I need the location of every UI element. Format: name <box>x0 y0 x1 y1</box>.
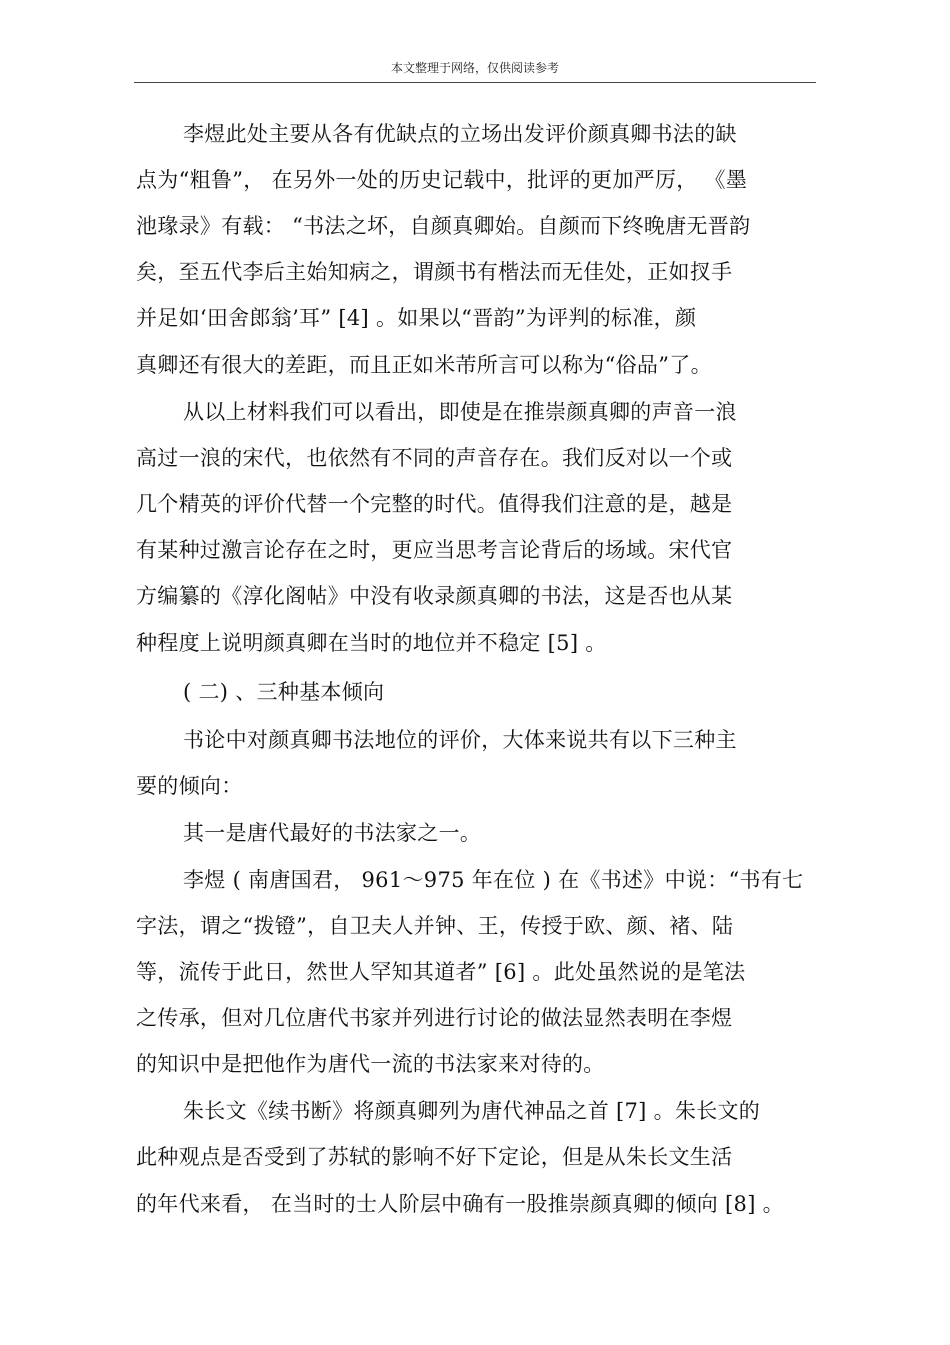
text-line: 矣，至五代李后主始知病之，谓颜书有楷法而无佳处，正如扠手 <box>136 260 733 284</box>
text-line: 字法，谓之“拨镫”，自卫夫人并钟、王，传授于欧、颜、褚、陆 <box>136 914 734 938</box>
text-line: 方编纂的《淳化阁帖》中没有收录颜真卿的书法，这是否也从某 <box>136 584 733 608</box>
text-line: 有某种过激言论存在之时，更应当思考言论背后的场域。宋代官 <box>136 538 733 562</box>
text-line: 之传承，但对几位唐代书家并列进行讨论的做法显然表明在李煜 <box>136 1006 733 1030</box>
text-line: 几个精英的评价代替一个完整的时代。值得我们注意的是，越是 <box>136 492 733 516</box>
text-line: 点为“粗鲁”， 在另外一处的历史记载中，批评的更加严厉， 《墨 <box>136 168 748 192</box>
text-line: 池瑑录》有载： “书法之坏，自颜真卿始。自颜而下终晚唐无晋韵 <box>136 214 751 238</box>
section-heading: ( 二) 、三种基本倾向 <box>183 680 385 704</box>
header-text: 本文整理于网络，仅供阅读参考 <box>390 61 559 75</box>
text-line: 要的倾向： <box>136 774 243 798</box>
text-line: 从以上材料我们可以看出，即使是在推崇颜真卿的声音一浪 <box>183 400 737 424</box>
text-line: 书论中对颜真卿书法地位的评价，大体来说共有以下三种主 <box>183 728 737 752</box>
text-line: 的知识中是把他作为唐代一流的书法家来对待的。 <box>136 1052 605 1076</box>
text-line: 等，流传于此日，然世人罕知其道者” [6] 。此处虽然说的是笔法 <box>136 960 746 984</box>
text-line: 种程度上说明颜真卿在当时的地位并不稳定 [5] 。 <box>136 631 607 655</box>
text-line: 的年代来看， 在当时的士人阶层中确有一股推崇颜真卿的倾向 [8] 。 <box>136 1192 784 1216</box>
text-line: 朱长文《续书断》将颜真卿列为唐代神品之首 [7] 。朱长文的 <box>183 1099 761 1123</box>
text-line: 高过一浪的宋代，也依然有不同的声音存在。我们反对以一个或 <box>136 446 733 470</box>
text-line: 真卿还有很大的差距，而且正如米芾所言可以称为“俗品”了。 <box>136 353 712 377</box>
text-line: 李煜 ( 南唐国君， 961～975 年在位 ) 在《书述》中说：“书有七 <box>183 868 804 892</box>
text-line: 并足如‘田舍郎翁’耳” [4] 。如果以“晋韵”为评判的标准，颜 <box>136 306 697 330</box>
text-line: 李煜此处主要从各有优缺点的立场出发评价颜真卿书法的缺 <box>183 122 737 146</box>
text-line: 此种观点是否受到了苏轼的影响不好下定论，但是从朱长文生活 <box>136 1145 733 1169</box>
text-line: 其一是唐代最好的书法家之一。 <box>183 821 482 845</box>
